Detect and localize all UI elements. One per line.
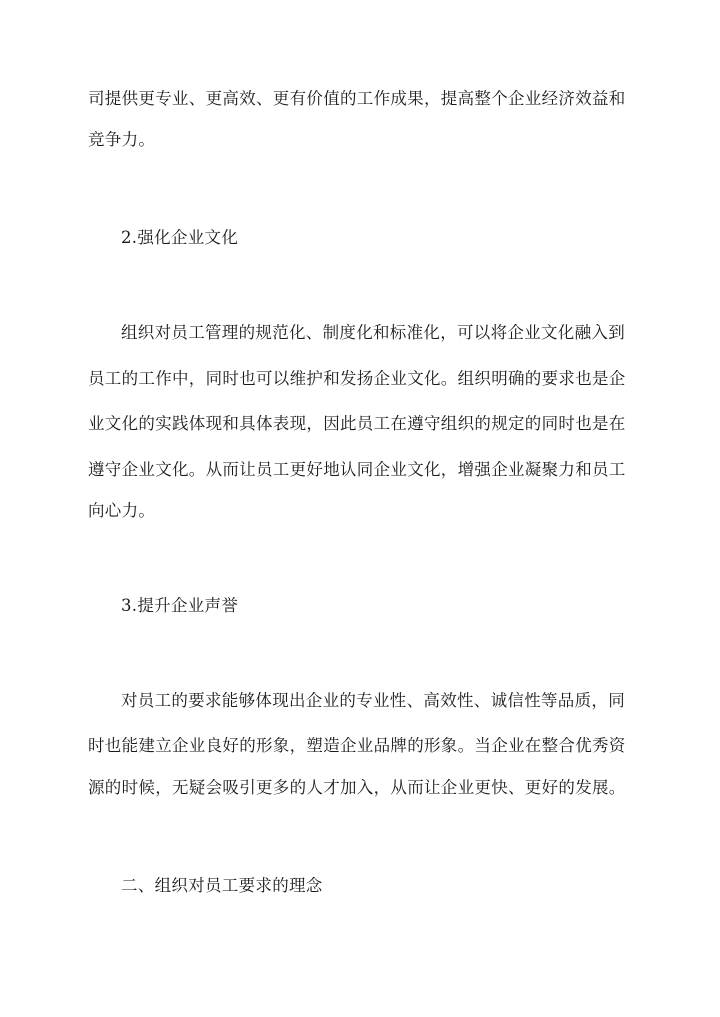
paragraph-line: 业文化的实践体现和具体表现，因此员工在遵守组织的规定的同时也是在 xyxy=(88,414,626,433)
paragraph-line: 员工的工作中，同时也可以维护和发扬企业文化。组织明确的要求也是企 xyxy=(88,369,626,388)
paragraph-line: 向心力。 xyxy=(88,501,156,520)
subheading: 2.强化企业文化 xyxy=(121,228,239,247)
paragraph-line: 竞争力。 xyxy=(88,130,156,149)
paragraph-line: 组织对员工管理的规范化、制度化和标准化，可以将企业文化融入到 xyxy=(121,323,625,342)
paragraph-line: 时也能建立企业良好的形象，塑造企业品牌的形象。当企业在整合优秀资 xyxy=(88,736,626,755)
subheading: 3.提升企业声誉 xyxy=(121,596,239,615)
paragraph-line: 司提供更专业、更高效、更有价值的工作成果，提高整个企业经济效益和 xyxy=(88,89,626,108)
paragraph-line: 对员工的要求能够体现出企业的专业性、高效性、诚信性等品质，同 xyxy=(121,691,625,710)
paragraph-line: 遵守企业文化。从而让员工更好地认同企业文化，增强企业凝聚力和员工 xyxy=(88,460,626,479)
paragraph-line: 源的时候，无疑会吸引更多的人才加入，从而让企业更快、更好的发展。 xyxy=(88,778,626,797)
section-heading: 二、组织对员工要求的理念 xyxy=(121,876,323,895)
